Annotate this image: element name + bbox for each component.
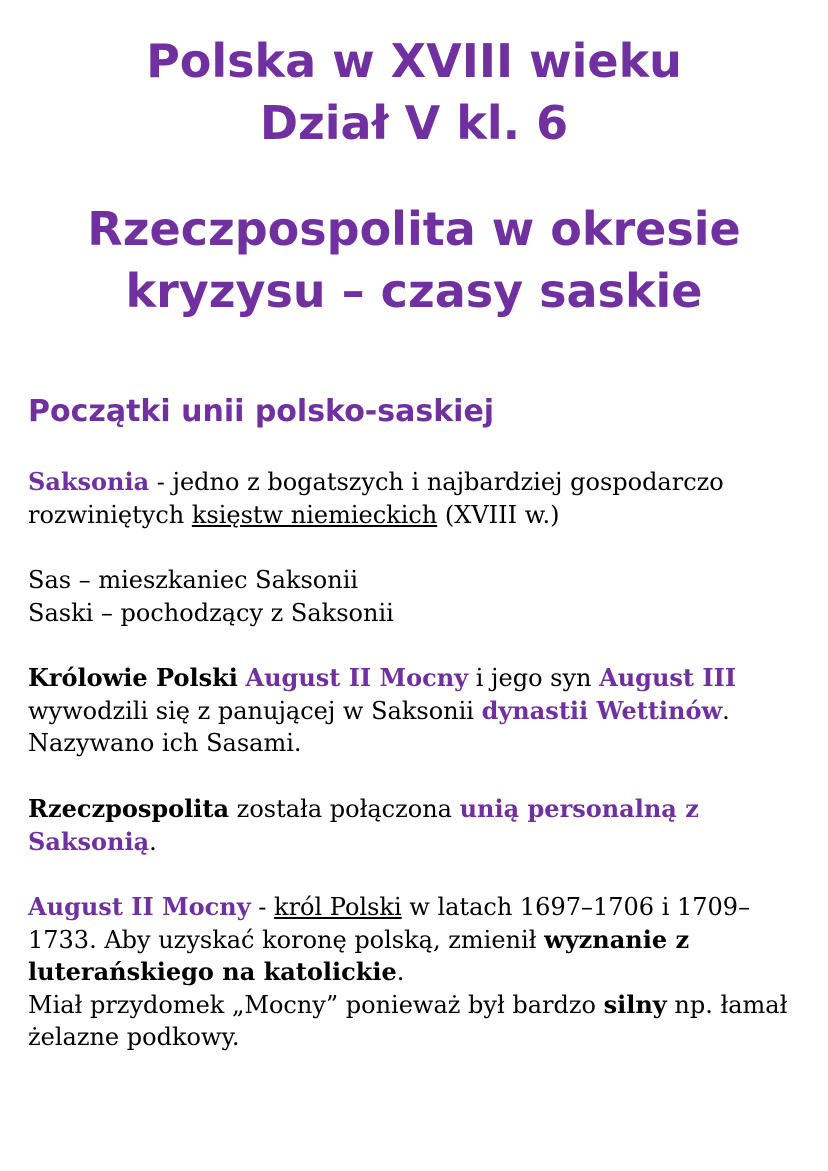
paragraph-unia [28,793,808,858]
term-dynastia-wettinow: dynastii Wettinów [481,695,723,725]
page-subtitle [0,198,828,322]
paragraph-august-ii [28,891,808,1054]
term-august-ii: August II Mocny [245,663,469,692]
link-krol-polski[interactable]: król Polski [274,893,402,921]
text-span: . Nazywano ich Sasami. [28,696,730,757]
text-span: wywodzili się z panującej w Saksonii [28,696,482,725]
paragraph-saksonia [28,466,808,531]
text-span: np. łamał żelazne podkowy. [28,990,788,1051]
title-line-2: Dział V kl. 6 [259,96,569,150]
term-wyznanie: wyznanie z luterańskiego na katolickie [28,924,690,986]
term-august-iii: August III [599,663,737,692]
paragraph-krolowie [28,662,808,760]
subtitle-line-2: kryzysu – czasy saskie [125,264,703,318]
text-span: - [250,893,275,921]
definition-saski: Saski – pochodzący z Saksonii [28,598,394,627]
title-line-1: Polska w XVIII wieku [146,34,682,88]
text-span: . [396,958,405,986]
text-span: i jego syn [468,664,600,692]
term-silny: silny [603,989,667,1019]
term-unia-personalna: unią personalną z Saksonią [28,794,699,856]
text-span: w latach 1697–1706 i 1709–1733. Aby uzyskać koronę polską, zmienił [28,893,751,954]
text-span: - jedno z bogatszych i najbardziej gospodarczo rozwiniętych [28,468,724,529]
link-ksiestw-niemieckich[interactable]: księstw niemieckich [191,500,438,529]
text-span: (XVIII w.) [437,500,560,529]
page-title [0,30,828,154]
term-august-ii-mocny: August II Mocny [28,892,251,921]
subtitle-line-1: Rzeczpospolita w okresie [87,202,741,256]
definition-sas: Sas – mieszkaniec Saksonii [28,566,359,594]
text-span: . [149,827,157,856]
text-span: Miał przydomek „Mocny” ponieważ był bardzo [28,990,604,1019]
section-heading: Początki unii polsko-saskiej [28,394,495,429]
term-rzeczpospolita: Rzeczpospolita [28,794,230,823]
term-saksonia: Saksonia [28,467,150,496]
term-krolowie-polski: Królowie Polski [28,663,238,692]
text-span: została połączona [229,795,460,823]
paragraph-definitions [28,564,808,629]
